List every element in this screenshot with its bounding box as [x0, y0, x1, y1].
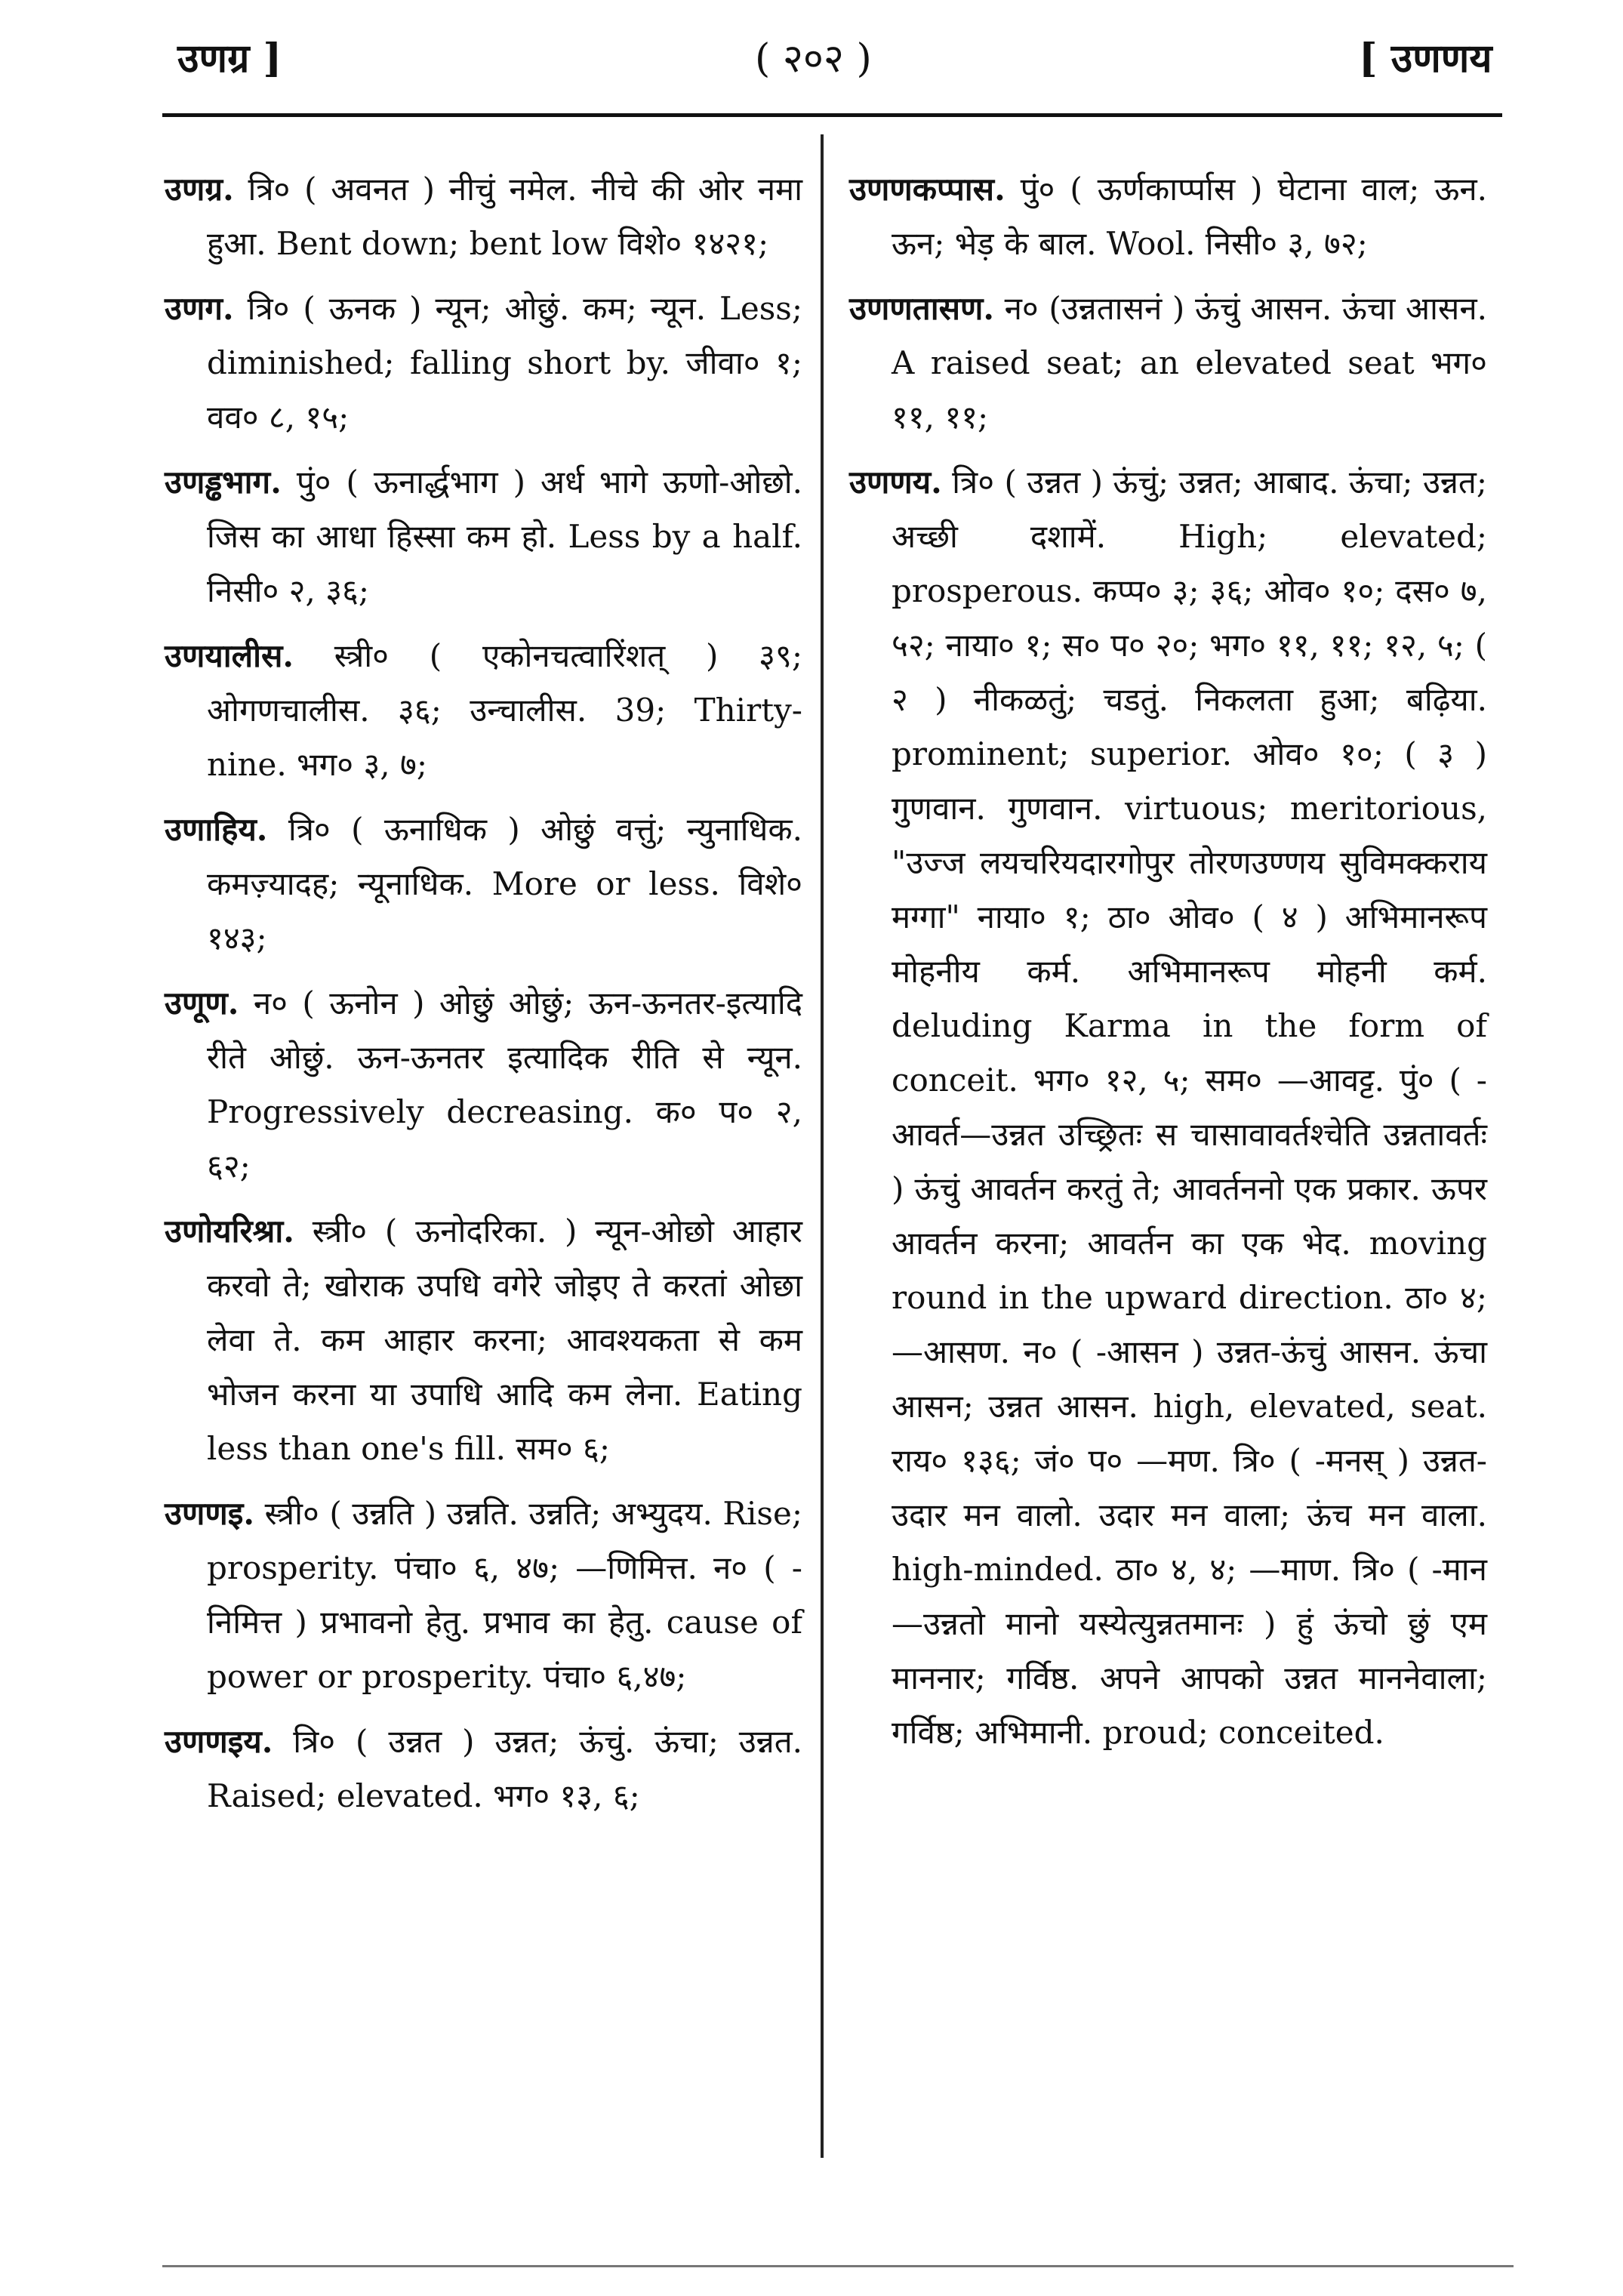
entry-definition: पुं० ( ऊनार्द्धभाग ) अर्ध भागे ऊणो-ओछो. जिस का आधा हिस्सा कम हो. Less by a half. निसी० २, ३६; — [207, 464, 802, 609]
entry-definition: त्रि० ( उन्नत ) ऊंचुं; उन्नत; आबाद. ऊंचा; उन्नत; अच्छी दशामें. High; elevated; prosperous. कप्प० ३; ३६; ओव० १०; दस० ७, ५२; नाया० १; स० प० २०; भग० ११, ११; १२, ५; ( २ ) नीकळतुं; चडतुं. निकलता हुआ; बढ़िया. prominent; superior. ओव० १०; ( ३ ) गुणवान. गुणवान. virtuous; meritorious, "उज्ज लयचरियदारगोपुर तोरणउण्णय सुविमक्कराय मग्गा" नाया० १; ठा० ओव० ( ४ ) अभिमानरूप मोहनीय कर्म. अभिमानरूप मोहनी कर्म. deluding Karma in the form of conceit. भग० १२, ५; सम० —आवट्ट. पुं० ( -आवर्त—उन्नत उच्छ्रितः स चासावावर्तश्चेति उन्नतावर्तः ) ऊंचुं आवर्तन करतुं ते; आवर्तननो एक प्रकार. ऊपर आवर्तन करना; आवर्तन का एक भेद. moving round in the upward direction. ठा० ४; —आसण. न० ( -आसन ) उन्नत-ऊंचुं आसन. ऊंचा आसन; उन्नत आसन. high, elevated, seat. राय० १३६; जं० प० —मण. त्रि० ( -मनस् ) उन्नत-उदार मन वालो. उदार मन वाला; ऊंच मन वाला. high-minded. ठा० ४, ४; —माण. त्रि० ( -मान—उन्नतो मानो यस्येत्युन्नतमानः ) हुं ऊंचो छुं एम माननार; गर्विष्ठ. अपने आपको उन्नत माननेवाला; गर्विष्ठ; अभिमानी. proud; conceited. — [892, 464, 1487, 1751]
entry-headword: उणाहिय. — [165, 811, 268, 848]
running-head-left: उणग्र ] — [177, 35, 282, 82]
entry-headword: उणड्ढभाग. — [165, 464, 282, 501]
dictionary-entry — [849, 162, 1487, 271]
entry-definition: स्त्री० ( ऊनोदरिका. ) न्यून-ओछो आहार करवो ते; खोराक उपधि वगेरे जोइए ते करतां ओछा लेवा ते. कम आहार करना; आवश्यकता से कम भोजन करना या उपाधि आदि कम लेना. Eating less than one's fill. सम० ६; — [207, 1213, 802, 1467]
entry-headword: उणणकप्पास. — [849, 171, 1006, 208]
entry-headword: उणणय. — [849, 464, 942, 501]
entry-definition: न० ( ऊनोन ) ओछुं ओछुं; ऊन-ऊनतर-इत्यादि रीते ओछुं. ऊन-ऊनतर इत्यादिक रीति से न्यून. Progressively decreasing. क० प० २, ६२; — [207, 985, 802, 1185]
entry-headword: उणणइ. — [165, 1495, 254, 1532]
entry-headword: उणोयरिश्रा. — [165, 1213, 294, 1250]
column-divider — [821, 134, 824, 2158]
dictionary-entry — [165, 629, 802, 792]
left-column — [165, 162, 802, 1834]
entry-definition: त्रि० ( उन्नत ) उन्नत; ऊंचुं. ऊंचा; उन्नत. Raised; elevated. भग० १३, ६; — [207, 1723, 802, 1814]
entry-headword: उणयालीस. — [165, 637, 294, 674]
dictionary-entry — [165, 455, 802, 618]
dictionary-entry — [165, 976, 802, 1194]
bottom-rule — [162, 2265, 1514, 2267]
entry-headword: उणणइय. — [165, 1723, 273, 1760]
dictionary-entry — [849, 455, 1487, 1760]
entry-definition: त्रि० ( अवनत ) नीचुं नमेल. नीचे की ओर नमा हुआ. Bent down; bent low विशे० १४२१; — [207, 171, 802, 262]
dictionary-entry — [165, 1487, 802, 1704]
page-number: ( २०२ ) — [755, 36, 872, 82]
dictionary-entry — [849, 282, 1487, 445]
entry-headword: उणूण. — [165, 985, 239, 1022]
dictionary-entry — [165, 1715, 802, 1823]
entry-definition: न० (उन्नतासनं ) ऊंचुं आसन. ऊंचा आसन. A raised seat; an elevated seat भग० ११, ११; — [892, 290, 1487, 436]
entry-definition: त्रि० ( ऊनाधिक ) ओछुं वत्तुं; न्युनाधिक. कमज़्यादह; न्यूनाधिक. More or less. विशे० १४३; — [207, 811, 802, 957]
dictionary-entry — [165, 282, 802, 445]
dictionary-entry — [165, 1204, 802, 1476]
header-rule — [162, 113, 1502, 117]
entry-definition: स्त्री० ( एकोनचत्वारिंशत् ) ३९; ओगणचालीस. ३६; उन्चालीस. 39; Thirty-nine. भग० ३, ७; — [207, 637, 802, 783]
entry-headword: उणग्र. — [165, 171, 234, 208]
dictionary-entry — [165, 162, 802, 271]
dictionary-entry — [165, 803, 802, 966]
entry-definition: स्त्री० ( उन्नति ) उन्नति. उन्नति; अभ्युदय. Rise; prosperity. पंचा० ६, ४७; —णिमित्त. न० ( -निमित्त ) प्रभावनो हेतु. प्रभाव का हेतु. cause of power or prosperity. पंचा० ६,४७; — [207, 1495, 802, 1695]
entry-headword: उणणतासण. — [849, 290, 994, 327]
running-head-right: [ उणणय — [1359, 35, 1492, 82]
entry-headword: उणग. — [165, 290, 234, 327]
right-column — [849, 162, 1487, 1771]
entry-definition: पुं० ( ऊर्णकार्प्पास ) घेटाना वाल; ऊन. ऊन; भेड़ के बाल. Wool. निसी० ३, ७२; — [892, 171, 1487, 262]
entry-definition: त्रि० ( ऊनक ) न्यून; ओछुं. कम; न्यून. Less; diminished; falling short by. जीवा० १; वव० ८, १५; — [207, 290, 802, 436]
